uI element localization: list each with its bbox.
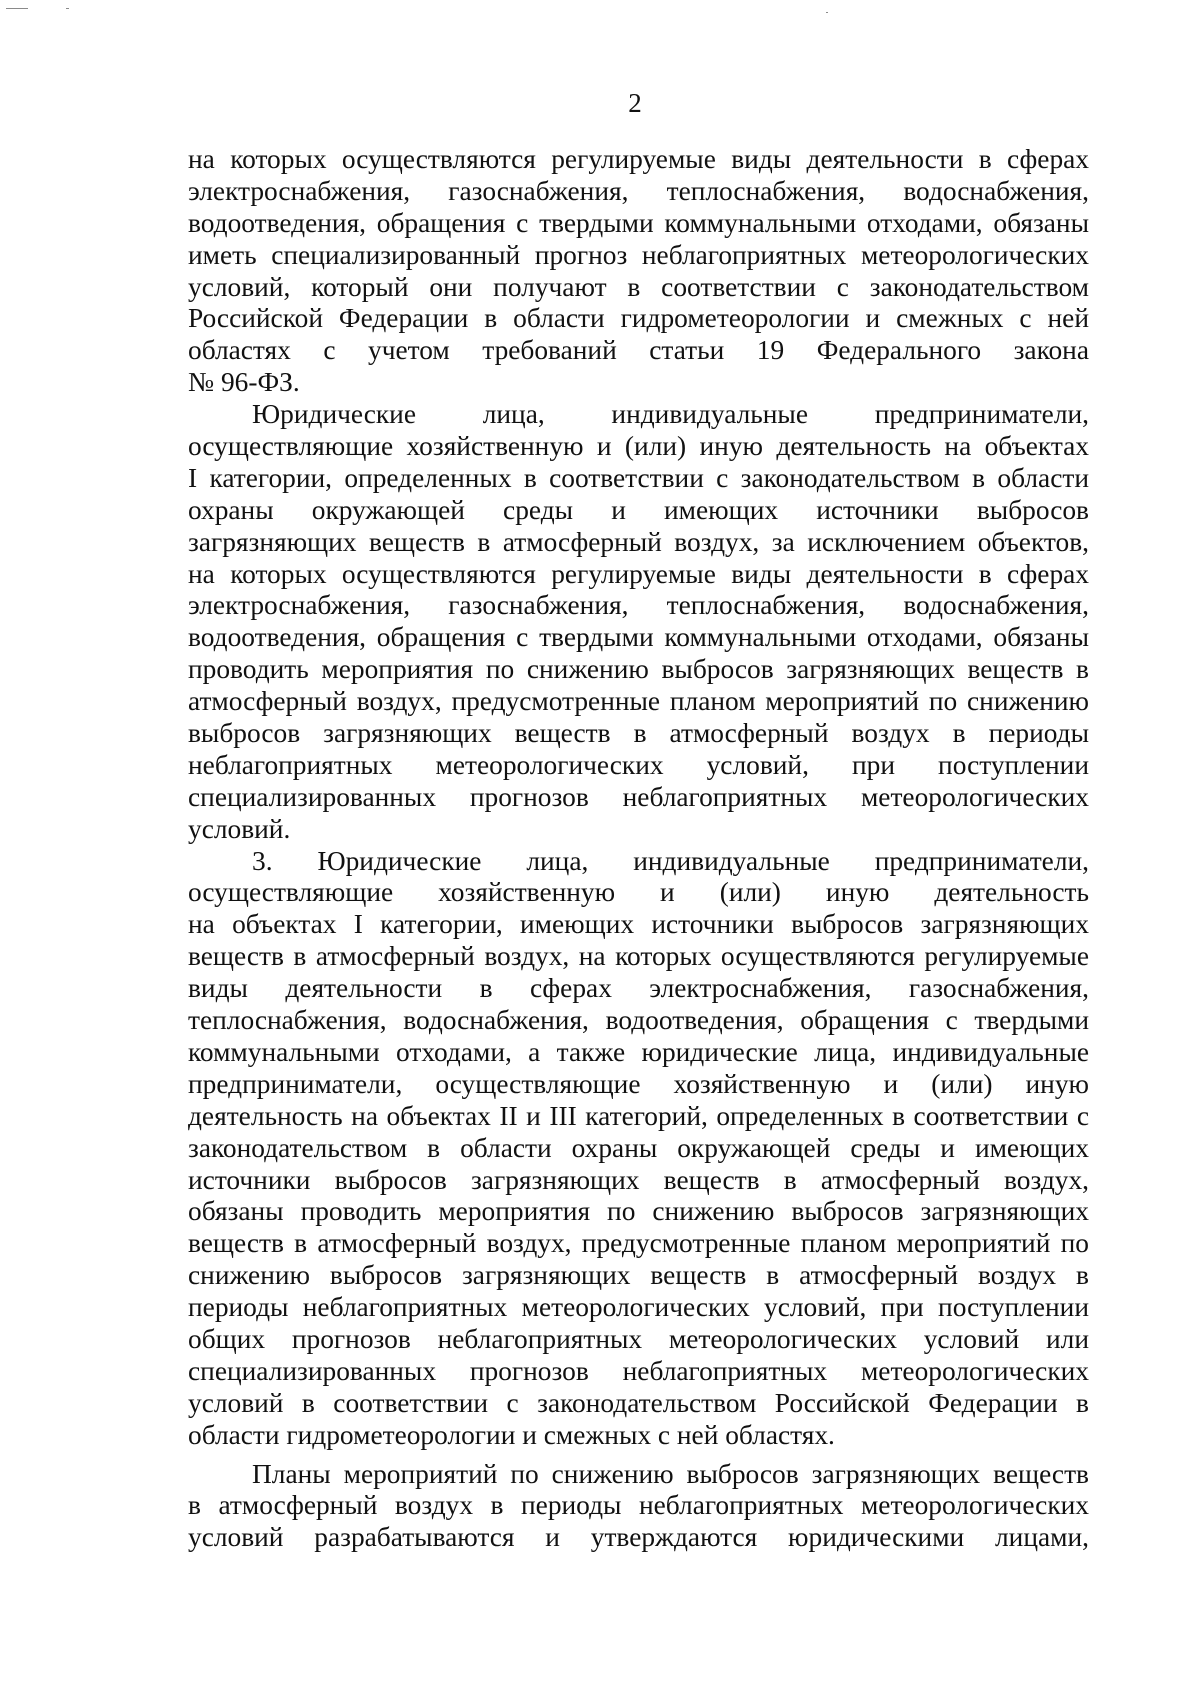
text-line: веществ в атмосферный воздух, на которых осуществляются регулируемые	[188, 941, 1089, 972]
text-line: осуществляющие хозяйственную и (или) иную деятельность	[188, 877, 1089, 908]
text-line: законодательством в области охраны окружающей среды и имеющих	[188, 1132, 1089, 1163]
text-line: источники выбросов загрязняющих веществ в атмосферный воздух,	[188, 1164, 1089, 1195]
text-line: выбросов загрязняющих веществ в атмосферный воздух в периоды	[188, 718, 1089, 749]
text-line: снижению выбросов загрязняющих веществ в атмосферный воздух в	[188, 1260, 1089, 1291]
text-line: на объектах I категории, имеющих источники выбросов загрязняющих	[188, 909, 1089, 940]
text-line: коммунальными отходами, а также юридические лица, индивидуальные	[188, 1036, 1089, 1067]
text-line: водоотведения, обращения с твердыми коммунальными отходами, обязаны	[188, 622, 1089, 653]
scan-artifact	[6, 8, 28, 9]
paragraph-first-line: Планы мероприятий по снижению выбросов загрязняющих веществ	[252, 1458, 1089, 1489]
text-line: водоотведения, обращения с твердыми коммунальными отходами, обязаны	[188, 207, 1089, 238]
text-line: областях с учетом требований статьи 19 Федерального закона	[188, 335, 1089, 366]
document-body	[188, 144, 1089, 1554]
text-line: теплоснабжения, водоснабжения, водоотведения, обращения с твердыми	[188, 1005, 1089, 1036]
text-line: общих прогнозов неблагоприятных метеорологических условий или	[188, 1323, 1089, 1354]
paragraph-first-line: 3. Юридические лица, индивидуальные предприниматели,	[252, 845, 1089, 876]
text-line: Российской Федерации в области гидрометеорологии и смежных с ней	[188, 303, 1089, 334]
text-line: условий в соответствии с законодательством Российской Федерации в	[188, 1387, 1089, 1418]
paragraph-gap	[188, 1452, 1089, 1459]
text-line: виды деятельности в сферах электроснабжения, газоснабжения,	[188, 973, 1089, 1004]
text-line: неблагоприятных метеорологических условий, при поступлении	[188, 749, 1089, 780]
text-line: периоды неблагоприятных метеорологических условий, при поступлении	[188, 1292, 1089, 1323]
text-line: в атмосферный воздух в периоды неблагоприятных метеорологических	[188, 1490, 1089, 1521]
text-line: атмосферный воздух, предусмотренные планом мероприятий по снижению	[188, 686, 1089, 717]
text-line: на которых осуществляются регулируемые виды деятельности в сферах	[188, 144, 1089, 174]
text-line: электроснабжения, газоснабжения, теплоснабжения, водоснабжения,	[188, 590, 1089, 621]
text-line: специализированных прогнозов неблагоприятных метеорологических	[188, 781, 1089, 812]
text-line: № 96-ФЗ.	[188, 367, 300, 398]
text-line: условий, который они получают в соответствии с законодательством	[188, 271, 1089, 302]
text-line: охраны окружающей среды и имеющих источники выбросов	[188, 494, 1089, 525]
text-line: осуществляющие хозяйственную и (или) иную деятельность на объектах	[188, 431, 1089, 462]
text-line: области гидрометеорологии и смежных с ней областях.	[188, 1419, 835, 1450]
text-line: проводить мероприятия по снижению выбросов загрязняющих веществ в	[188, 654, 1089, 685]
text-line: специализированных прогнозов неблагоприятных метеорологических	[188, 1355, 1089, 1386]
text-line: предприниматели, осуществляющие хозяйственную и (или) иную	[188, 1068, 1089, 1099]
text-line: иметь специализированный прогноз неблагоприятных метеорологических	[188, 239, 1089, 270]
text-line: обязаны проводить мероприятия по снижению выбросов загрязняющих	[188, 1196, 1089, 1227]
text-line: I категории, определенных в соответствии с законодательством в области	[188, 462, 1089, 493]
scan-artifact	[66, 8, 69, 9]
page-number: 2	[628, 88, 642, 118]
text-line: условий разрабатываются и утверждаются юридическими лицами,	[188, 1522, 1089, 1553]
text-line: на которых осуществляются регулируемые виды деятельности в сферах	[188, 558, 1089, 589]
text-line: условий.	[188, 813, 291, 844]
text-line: деятельность на объектах II и III категорий, определенных в соответствии с	[188, 1100, 1089, 1131]
paragraph-first-line: Юридические лица, индивидуальные предприниматели,	[252, 399, 1089, 430]
text-line: загрязняющих веществ в атмосферный воздух, за исключением объектов,	[188, 526, 1089, 557]
scan-artifact	[826, 12, 828, 13]
text-line: электроснабжения, газоснабжения, теплоснабжения, водоснабжения,	[188, 175, 1089, 206]
text-line: веществ в атмосферный воздух, предусмотренные планом мероприятий по	[188, 1228, 1089, 1259]
